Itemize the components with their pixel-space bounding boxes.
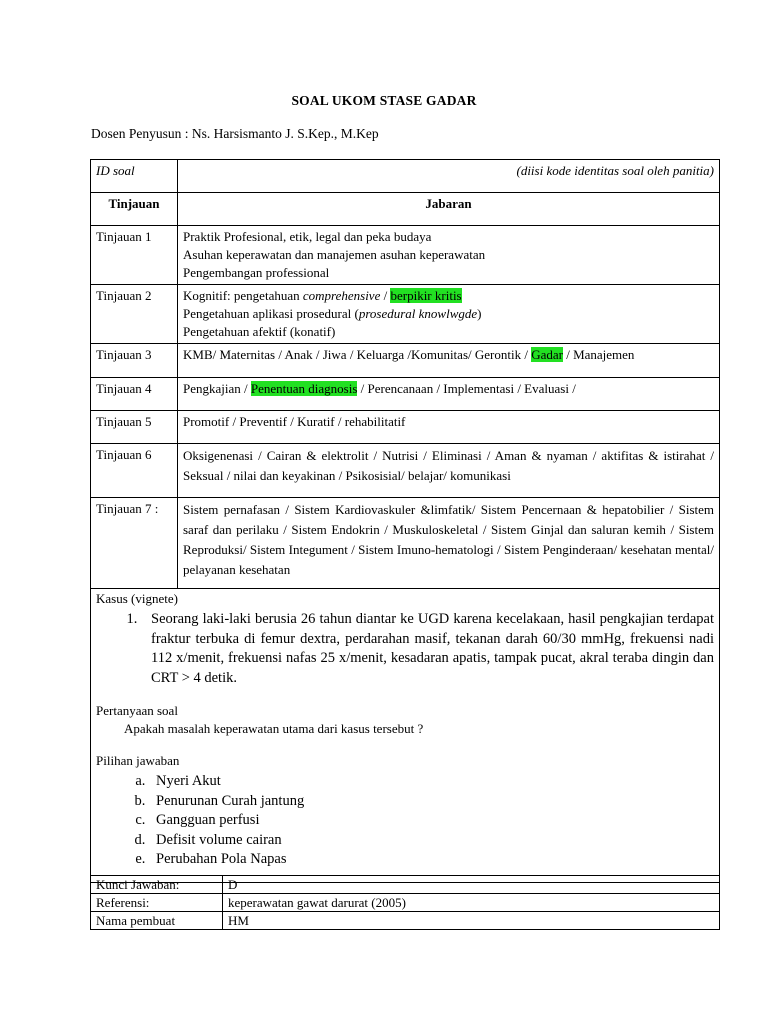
option-c: c. Gangguan perfusi <box>149 811 714 831</box>
header-jabaran: Jabaran <box>178 193 720 226</box>
tinjauan-content: Oksigenenasi / Cairan & elektrolit / Nutrisi / Eliminasi / Aman & nyaman / aktifitas & istirahat / Seksual / nilai dan keyakinan / Psikosisial/ belajar/ komunikasi <box>178 444 720 498</box>
text-segment: / Manajemen <box>562 347 635 362</box>
case-section <box>91 589 720 883</box>
question-heading: Pertanyaan soal <box>96 703 178 718</box>
case-row <box>91 589 720 883</box>
author-label: Nama pembuat <box>91 912 223 930</box>
answer-key-row <box>91 876 720 894</box>
answer-key-value: D <box>223 876 720 894</box>
tinjauan-label: Tinjauan 2 <box>91 285 178 344</box>
case-list <box>96 610 714 688</box>
tinjauan-label: Tinjauan 7 : <box>91 498 178 589</box>
option-b: b. Penurunan Curah jantung <box>149 792 714 812</box>
tinjauan-label: Tinjauan 3 <box>91 344 178 378</box>
tinjauan-content <box>178 378 720 411</box>
tinjauan-label: Tinjauan 6 <box>91 444 178 498</box>
text-segment: comprehensive <box>302 288 381 303</box>
case-text: 1. Seorang laki-laki berusia 26 tahun diantar ke UGD karena kecelakaan, hasil pengkajian terdapat fraktur terbuka di femur dextra, perdarahan masif, tekanan darah 60/30 mmHg, frekuensi nadi 112 x/menit, frekuensi nafas 25 x/menit, kesadaran apatis, tampak pucat, akral teraba dingin dan CRT > 4 detik. <box>141 610 714 688</box>
tinjauan-content <box>178 285 720 344</box>
id-label: ID soal <box>91 160 178 193</box>
page-title: SOAL UKOM STASE GADAR <box>291 93 477 108</box>
tinjauan-line: Asuhan keperawatan dan manajemen asuhan keperawatan <box>183 247 486 262</box>
answer-key-label: Kunci Jawaban: <box>91 876 223 894</box>
reference-row <box>91 894 720 912</box>
header-row <box>91 193 720 226</box>
text-segment: / Perencanaan / Implementasi / Evaluasi / <box>357 381 576 396</box>
tinjauan-line: Pengetahuan afektif (konatif) <box>183 324 336 339</box>
text-segment: Pengetahuan aplikasi prosedural ( <box>183 306 359 321</box>
tinjauan-label: Tinjauan 4 <box>91 378 178 411</box>
highlight: Penentuan diagnosis <box>250 381 358 396</box>
text-segment: Pengkajian / <box>183 381 251 396</box>
tinjauan-row-7 <box>91 498 720 589</box>
id-note: (diisi kode identitas soal oleh panitia) <box>178 160 720 193</box>
option-e: e. Perubahan Pola Napas <box>149 850 714 870</box>
tinjauan-row-6 <box>91 444 720 498</box>
highlight: Gadar <box>531 347 563 362</box>
id-row <box>91 160 720 193</box>
author-value: HM <box>223 912 720 930</box>
options-list <box>96 772 714 870</box>
question-table <box>90 159 720 883</box>
tinjauan-content: Promotif / Preventif / Kuratif / rehabilitatif <box>178 411 720 444</box>
tinjauan-line: Praktik Profesional, etik, legal dan peka budaya <box>183 229 432 244</box>
text-segment: / <box>380 288 391 303</box>
tinjauan-label: Tinjauan 5 <box>91 411 178 444</box>
answer-table <box>90 875 720 930</box>
reference-value: keperawatan gawat darurat (2005) <box>223 894 720 912</box>
tinjauan-content: Sistem pernafasan / Sistem Kardiovaskuler &limfatik/ Sistem Pencernaan & hepatobilier / Sistem saraf dan perilaku / Sistem Endokrin / Muskuloskeletal / Sistem Ginjal dan saluran kemih / Sistem Reproduksi/ Sistem Integument / Sistem Imuno-hematologi / Sistem Penginderaan/ kesehatan mental/ pelayanan kesehatan <box>178 498 720 589</box>
header-tinjauan: Tinjauan <box>91 193 178 226</box>
text-segment: ) <box>477 306 482 321</box>
tinjauan-line <box>183 305 714 323</box>
option-a: a. Nyeri Akut <box>149 772 714 792</box>
tinjauan-line: Pengembangan professional <box>183 265 330 280</box>
options-heading: Pilihan jawaban <box>96 753 180 768</box>
author-row <box>91 912 720 930</box>
highlight: berpikir kritis <box>390 288 462 303</box>
tinjauan-content <box>178 226 720 285</box>
text-segment: KMB/ Maternitas / Anak / Jiwa / Keluarga /Komunitas/ Gerontik / <box>183 347 532 362</box>
question-text: Apakah masalah keperawatan utama dari kasus tersebut ? <box>124 721 424 736</box>
author-line: Dosen Penyusun : Ns. Harsismanto J. S.Kep., M.Kep <box>91 126 379 141</box>
case-heading: Kasus (vignete) <box>96 591 178 606</box>
tinjauan-label: Tinjauan 1 <box>91 226 178 285</box>
text-segment: prosedural knowlwgde <box>358 306 478 321</box>
option-d: d. Defisit volume cairan <box>149 831 714 851</box>
tinjauan-row-3 <box>91 344 720 378</box>
tinjauan-row-1 <box>91 226 720 285</box>
tinjauan-row-5 <box>91 411 720 444</box>
tinjauan-row-2 <box>91 285 720 344</box>
tinjauan-content <box>178 344 720 378</box>
tinjauan-line <box>183 287 714 305</box>
text-segment: Kognitif: pengetahuan <box>183 288 303 303</box>
tinjauan-row-4 <box>91 378 720 411</box>
reference-label: Referensi: <box>91 894 223 912</box>
